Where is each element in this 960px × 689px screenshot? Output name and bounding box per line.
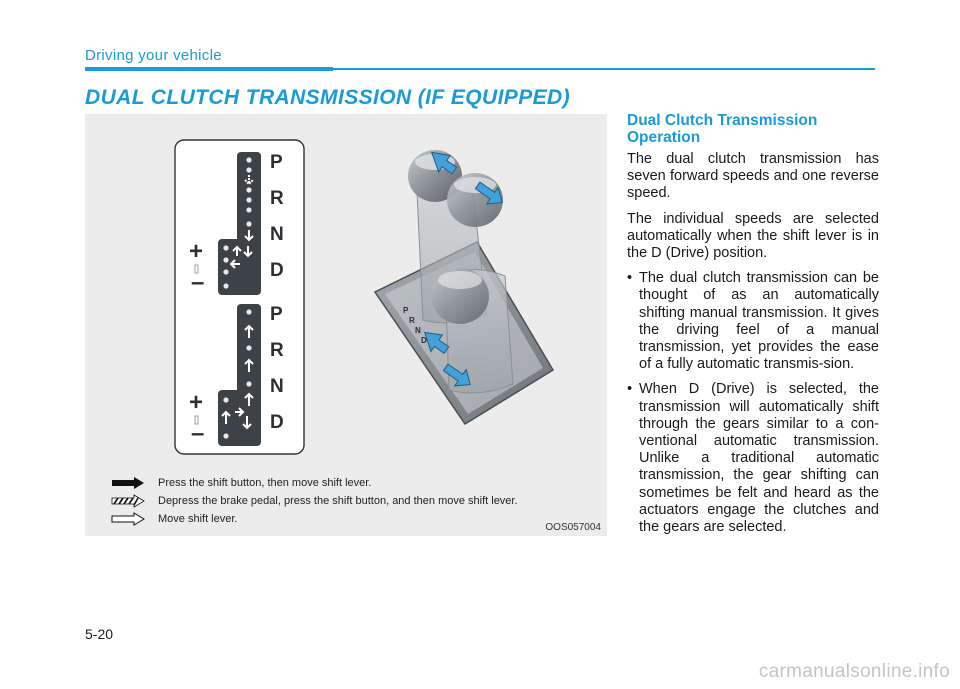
knob-lower xyxy=(431,268,489,324)
hatched-arrow-icon xyxy=(110,494,146,508)
gate-top-letter-n: N xyxy=(270,224,284,245)
gate-top-plus: + xyxy=(189,238,204,265)
gate-bottom-letter-r: R xyxy=(270,340,284,361)
header-rule-thick xyxy=(85,67,333,71)
gate-top-letter-d: D xyxy=(270,260,284,281)
bullet-item: • When D (Drive) is selected, the transmission will automatically shift through the gears similar to a con-ventional automatic transmission. Unlike a traditional automatic transmission, the gear shifting can sometimes be felt and heard as the actuators engage the clutches and the gears are selected. xyxy=(627,381,879,536)
header-rule-thin xyxy=(333,68,875,70)
svg-text:R: R xyxy=(409,316,415,325)
bullet-item: • The dual clutch transmission can be thought of as an automatically shifting manual transmission. It gives the driving feel of a manual transmission, yet provides the ease of a fully automatic transmis-sion. xyxy=(627,270,879,373)
legend-text: Depress the brake pedal, press the shift button, and then move shift lever. xyxy=(158,495,518,507)
solid-arrow-icon xyxy=(110,476,146,490)
paragraph: The dual clutch transmission has seven forward speeds and one reverse speed. xyxy=(627,151,879,202)
section-label: Driving your vehicle xyxy=(85,47,222,64)
legend-row xyxy=(110,494,518,508)
gate-bottom-plus: + xyxy=(189,389,204,416)
legend-text: Move shift lever. xyxy=(158,513,238,525)
outline-arrow-icon xyxy=(110,512,146,526)
legend-row xyxy=(110,476,371,490)
watermark: carmanualsonline.info xyxy=(758,661,950,682)
legend-row xyxy=(110,512,237,526)
shift-lever-figure xyxy=(85,114,607,536)
figure-legend xyxy=(85,468,607,536)
body-text xyxy=(627,151,879,544)
section-subheading: Dual Clutch Transmission Operation xyxy=(627,112,818,146)
gate-top-letter-p: P xyxy=(270,152,283,173)
gate-bottom-minus: – xyxy=(191,420,205,447)
shift-diagram xyxy=(85,114,607,468)
bullet-list xyxy=(627,270,879,536)
svg-text:D: D xyxy=(421,336,427,345)
gate-bottom-letter-p: P xyxy=(270,304,283,325)
svg-text:N: N xyxy=(415,326,421,335)
gate-top-letter-r: R xyxy=(270,188,284,209)
gate-top-minus: – xyxy=(191,269,205,296)
legend-text: Press the shift button, then move shift lever. xyxy=(158,477,372,489)
figure-code: OOS057004 xyxy=(545,522,601,533)
paragraph: The individual speeds are selected automatically when the shift lever is in the D (Drive) position. xyxy=(627,210,879,262)
gate-bottom-letter-d: D xyxy=(270,412,284,433)
page-heading: DUAL CLUTCH TRANSMISSION (IF EQUIPPED) xyxy=(85,86,570,109)
gate-bottom-letter-n: N xyxy=(270,376,284,397)
page-number: 5-20 xyxy=(85,626,114,642)
svg-text:P: P xyxy=(403,306,409,315)
